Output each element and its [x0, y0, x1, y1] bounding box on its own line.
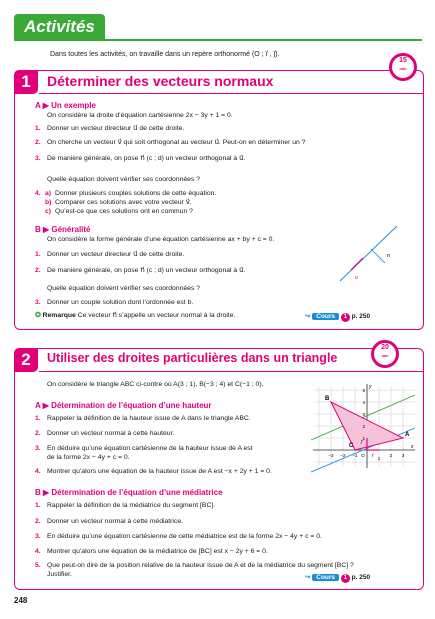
- item-number: 4.: [35, 468, 41, 475]
- text-line: On considère la droite d’équation cartésienne 2x − 3y + 1 = 0.: [47, 112, 233, 119]
- item-number: 4.: [35, 548, 41, 555]
- point-c-label: C: [349, 443, 354, 449]
- timer-unit: min: [399, 66, 407, 71]
- item-letter: c): [45, 208, 52, 215]
- x-axis-label: x: [411, 444, 414, 450]
- text-line: Donner un couple solution dont l’ordonnée est b.: [47, 299, 194, 306]
- text-line: De manière générale, on pose n⃗ (c ; d) un vecteur orthogonal à u⃗.: [47, 267, 246, 274]
- y-axis-label: y: [369, 384, 372, 390]
- item-number: 2.: [35, 430, 41, 437]
- item-number: 2.: [35, 139, 41, 146]
- timer-badge: [371, 340, 399, 368]
- i-label: i⃗: [372, 453, 374, 458]
- text-line: Donner plusieurs couples solutions de cette équation.: [55, 190, 217, 197]
- point-b-label: B: [325, 396, 330, 402]
- timer-badge: [389, 53, 417, 81]
- y-tick-label: 5: [362, 388, 365, 393]
- intro-text: Dans toutes les activités, on travaille dans un repère orthonormé (O ; i⃗ , j⃗).: [50, 51, 280, 58]
- item-number: 4.: [35, 190, 41, 197]
- cours-link[interactable]: ↪ Cours 1 p. 250: [305, 574, 371, 581]
- title-rule: [39, 371, 423, 372]
- normal-vector: [371, 249, 385, 263]
- x-tick-label: 3: [401, 453, 405, 458]
- x-tick-label: −2: [340, 453, 346, 458]
- x-tick-label: −3: [328, 453, 334, 458]
- text-line: En déduire qu’une équation cartésienne de cette médiatrice est de la forme 2x − 4y + c = 0.: [47, 533, 322, 540]
- text-line: Donner un vecteur directeur u⃗ de cette droite.: [47, 251, 185, 258]
- text-line: En déduire qu’une équation cartésienne de la hauteur issue de A est: [47, 445, 253, 452]
- activity-title: Déterminer des vecteurs normaux: [47, 73, 274, 89]
- text-line: Rappeler la définition de la médiatrice du segment [BC].: [47, 502, 216, 509]
- part-b-heading: B ▶ Généralité: [35, 225, 91, 234]
- text-line: Quelle équation doivent vérifier ses coordonnées ?: [47, 176, 201, 183]
- text-line: On considère la forme générale d’une équation cartésienne ax + by + c = 0.: [47, 236, 275, 243]
- text-line: Qu’est-ce que ces solutions ont en commun ?: [55, 208, 193, 215]
- activity-title: Utiliser des droites particulières dans un triangle: [47, 351, 338, 365]
- remark-text: Ce vecteur n⃗ s’appelle un vecteur normal à la droite.: [77, 312, 236, 319]
- text-line: Montrer qu’alors une équation de la médiatrice de [BC] est x − 2y + 6 = 0.: [47, 548, 268, 555]
- part-a-heading: A ▶ Un exemple: [35, 101, 96, 110]
- item-letter: a): [45, 190, 52, 197]
- item-number: 1.: [35, 125, 41, 132]
- text-line: Donner un vecteur normal à cette médiatrice.: [47, 518, 184, 525]
- text-line: Que peut-on dire de la position relative de la hauteur issue de A et de la médiatrice du segment [BC] ?: [47, 562, 354, 569]
- item-number: 1.: [35, 415, 41, 422]
- text-line: Quelle équation doivent vérifier ses coordonnées ?: [47, 285, 201, 292]
- remark-label: Remarque: [42, 312, 76, 319]
- direction-vector: [351, 258, 363, 270]
- normal-vector-figure: [335, 221, 405, 286]
- cours-link[interactable]: ↪ Cours 1 p. 250: [305, 313, 371, 320]
- text-line: Donner un vecteur directeur u⃗ de cette droite.: [47, 125, 185, 132]
- y-tick-label: 4: [362, 400, 365, 405]
- item-number: 1.: [35, 502, 41, 509]
- timer-value: 20: [381, 344, 389, 351]
- page-number: 248: [14, 596, 28, 605]
- item-number: 3.: [35, 299, 41, 306]
- n-label: n⃗: [387, 253, 395, 259]
- item-number: 3.: [35, 533, 41, 540]
- text-line: On considère le triangle ABC ci-contre où A(3 ; 1), B(−3 ; 4) et C(−1 ; 0).: [47, 381, 264, 388]
- item-letter: b): [45, 199, 52, 206]
- u-label: u⃗: [355, 275, 363, 281]
- text-line: Comparer ces solutions avec votre vecteur v⃗.: [55, 199, 192, 206]
- text-line: Rappeler la définition de la hauteur issue de A dans le triangle ABC.: [47, 415, 251, 422]
- cours-number: 1: [341, 313, 350, 322]
- timer-unit: min: [381, 353, 389, 358]
- item-number: 2.: [35, 267, 41, 274]
- cours-page: p. 250: [351, 313, 371, 320]
- timer-value: 15: [399, 57, 407, 64]
- y-tick-label: 3: [362, 412, 365, 417]
- part-a-heading: A ▶ Détermination de l’équation d’une hauteur: [35, 401, 212, 410]
- text-line: On cherche un vecteur v⃗ qui soit orthogonal au vecteur u⃗. Peut-on en déterminer un ?: [47, 139, 306, 146]
- activities-title: Activités: [14, 14, 105, 40]
- item-number: 3.: [35, 155, 41, 162]
- cours-label: Cours: [312, 574, 339, 581]
- activity-1: [14, 57, 424, 330]
- point-a-label: A: [405, 432, 410, 438]
- text-line: Justifier.: [47, 571, 72, 578]
- activity-number: 2: [14, 348, 38, 372]
- part-b-heading: B ▶ Détermination de l’équation d’une médiatrice: [35, 488, 223, 497]
- y-tick-label: 1: [362, 436, 365, 441]
- title-rule: [39, 93, 423, 94]
- cours-label: Cours: [312, 313, 339, 320]
- text-line: Montrer qu’alors une équation de la hauteur issue de A est −x + 2y + 1 = 0.: [47, 468, 272, 475]
- x-tick-label: 1: [377, 456, 381, 461]
- item-number: 2.: [35, 518, 41, 525]
- text-line: Donner un vecteur normal à cette hauteur.: [47, 430, 175, 437]
- text-line: De manière générale, on pose n⃗ (c ; d) un vecteur orthogonal à u⃗.: [47, 155, 246, 162]
- cours-number: 1: [341, 574, 350, 583]
- item-number: 5.: [35, 562, 41, 569]
- activity-2: [14, 344, 424, 590]
- cours-page: p. 250: [351, 574, 371, 581]
- triangle-figure: [311, 382, 417, 478]
- j-label: j⃗: [361, 439, 363, 444]
- origin-label: O: [361, 453, 365, 458]
- activity-number: 1: [14, 70, 38, 94]
- x-tick-label: −1: [352, 453, 358, 458]
- item-number: 1.: [35, 251, 41, 258]
- x-tick-label: 2: [389, 453, 393, 458]
- remark: ✪ Remarque Ce vecteur n⃗ s’appelle un vecteur normal à la droite.: [35, 312, 236, 319]
- header-rule: [14, 39, 422, 41]
- item-number: 3.: [35, 445, 41, 452]
- text-line: de la forme 2x − 4y + c = 0.: [47, 454, 130, 461]
- y-tick-label: 2: [362, 424, 365, 429]
